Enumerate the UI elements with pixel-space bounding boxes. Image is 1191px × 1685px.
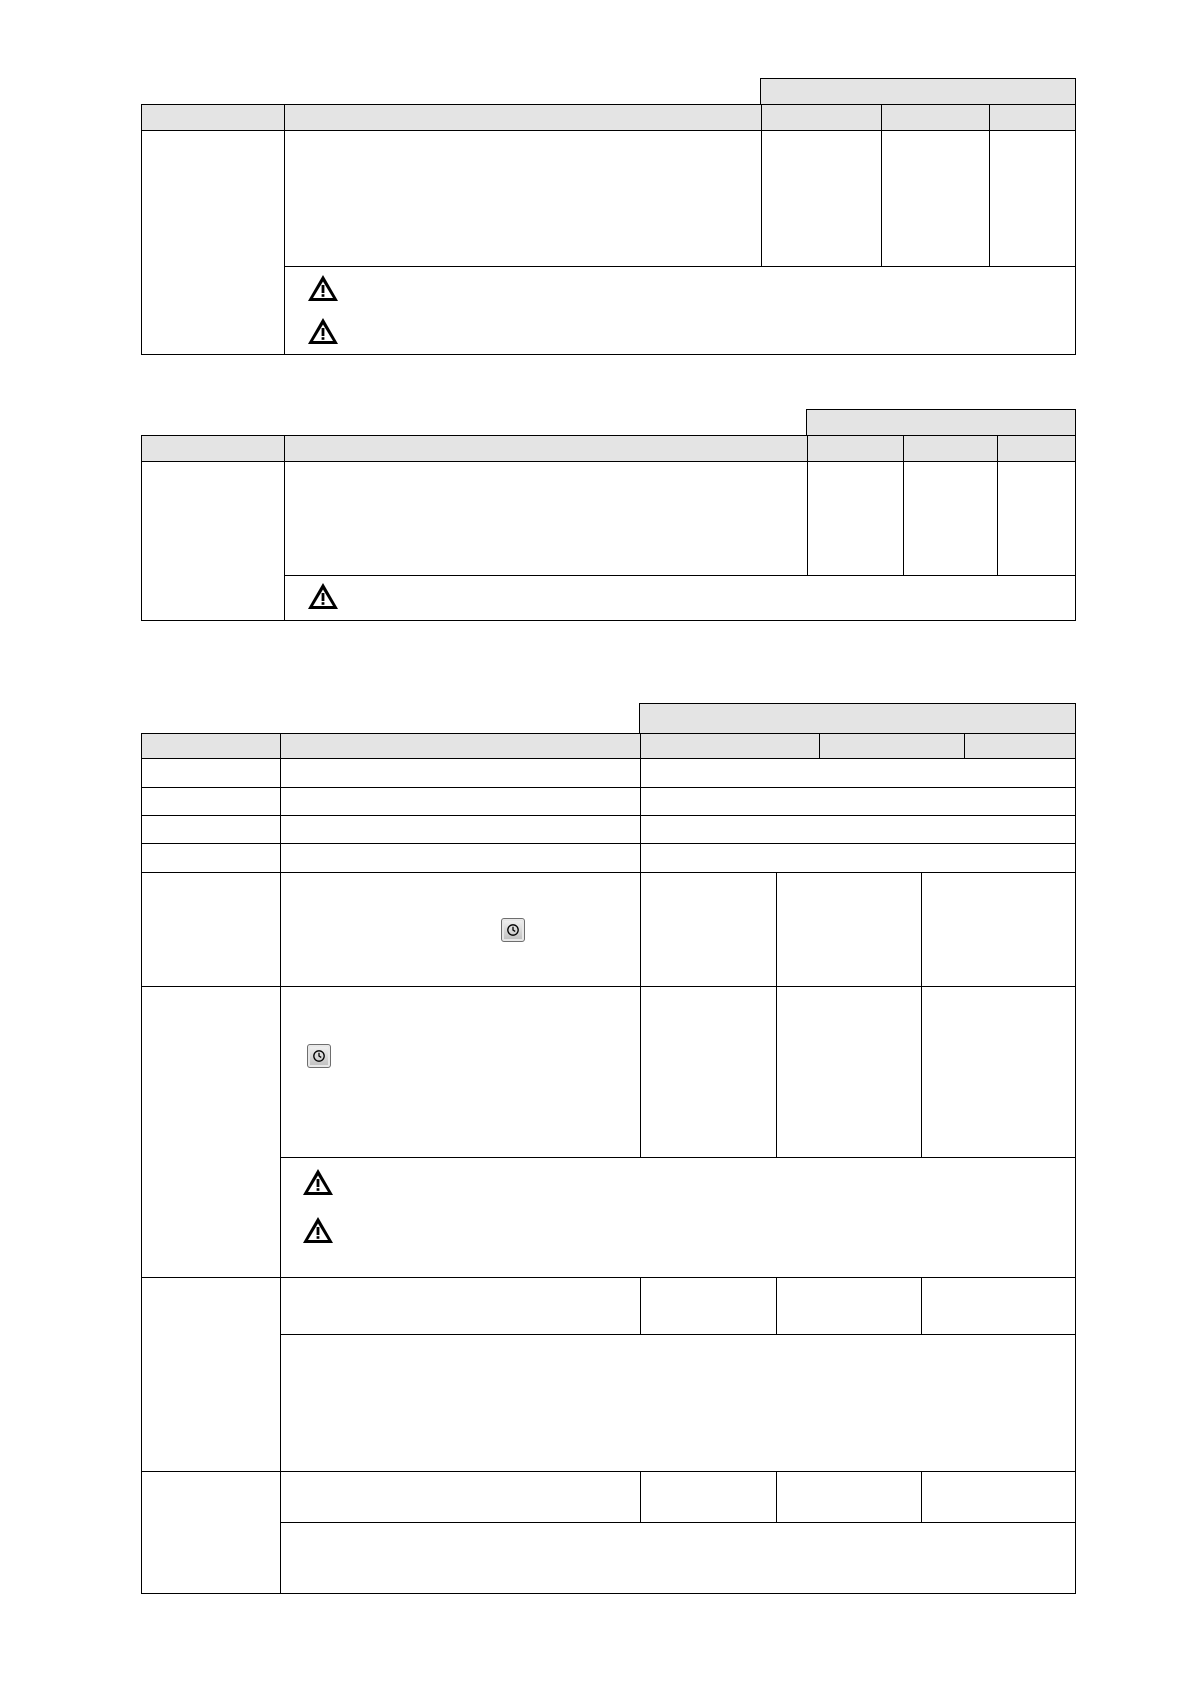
table-1-header-col-a [761,104,882,131]
table-2-warning-area [284,575,1076,621]
timer-row-2-value-c [921,986,1076,1158]
timer-button-icon [307,1044,331,1068]
row-8-label [141,1471,281,1594]
row-7-value-c [921,1277,1076,1335]
table-1-header-col-b [881,104,990,131]
timer-row-2-label [141,986,281,1278]
table-row [280,843,641,873]
timer-row-2-value-a [640,986,777,1158]
timer-row-2-value-b [776,986,922,1158]
table-1-group-header [760,78,1076,105]
table-row [280,815,641,844]
timer-row-description [280,872,641,987]
table-1-value-b [881,130,990,267]
timer-row-value-a [640,872,777,987]
table-row [640,815,1076,844]
table-1-description [284,130,762,267]
clock-icon [312,1049,326,1063]
table-3-header-description [280,733,641,759]
row-8-value-a [640,1471,777,1523]
table-2-row-label [141,461,285,621]
timer-row-2-description [280,986,641,1158]
row-7-note [280,1334,1076,1472]
table-3-group-header [639,703,1076,734]
table-1-header-col-c [989,104,1076,131]
table-2-group-header [806,409,1076,436]
table-3-header-label [141,733,281,759]
table-1-value-a [761,130,882,267]
table-2-header-col-b [903,435,998,462]
timer-button-icon [501,918,525,942]
table-row [640,787,1076,816]
table-2-header-description [284,435,808,462]
timer-row-value-c [921,872,1076,987]
table-1-row-label [141,130,285,355]
timer-row-value-b [776,872,922,987]
table-2-value-b [903,461,998,576]
table-2-header-label [141,435,285,462]
warning-icon [306,273,340,303]
table-2-header-col-a [807,435,904,462]
table-row [640,843,1076,873]
table-1-warning-area [284,266,1076,355]
table-row [280,787,641,816]
row-7-value-a [640,1277,777,1335]
table-row [141,815,281,844]
row-8-description [280,1471,641,1523]
clock-icon [506,923,520,937]
table-row [141,787,281,816]
table-2-value-a [807,461,904,576]
row-8-value-c [921,1471,1076,1523]
table-2-description [284,461,808,576]
warning-icon [306,581,340,611]
warning-icon [306,316,340,346]
table-2-header-col-c [997,435,1076,462]
row-7-label [141,1277,281,1472]
row-8-value-b [776,1471,922,1523]
table-row [141,843,281,873]
row-7-value-b [776,1277,922,1335]
row-7-description [280,1277,641,1335]
table-3-header-col-b [819,733,965,759]
table-row [640,758,1076,788]
table-1-header-label [141,104,285,131]
table-3-header-col-a [640,733,820,759]
table-1-header-description [284,104,762,131]
row-8-note [280,1522,1076,1594]
table-1-value-c [989,130,1076,267]
table-3-header-col-c [964,733,1076,759]
timer-row-label [141,872,281,987]
table-row [141,758,281,788]
table-row [280,758,641,788]
table-2-value-c [997,461,1076,576]
warning-icon [301,1167,335,1197]
warning-icon [301,1215,335,1245]
timer-row-2-warning-area [280,1157,1076,1278]
